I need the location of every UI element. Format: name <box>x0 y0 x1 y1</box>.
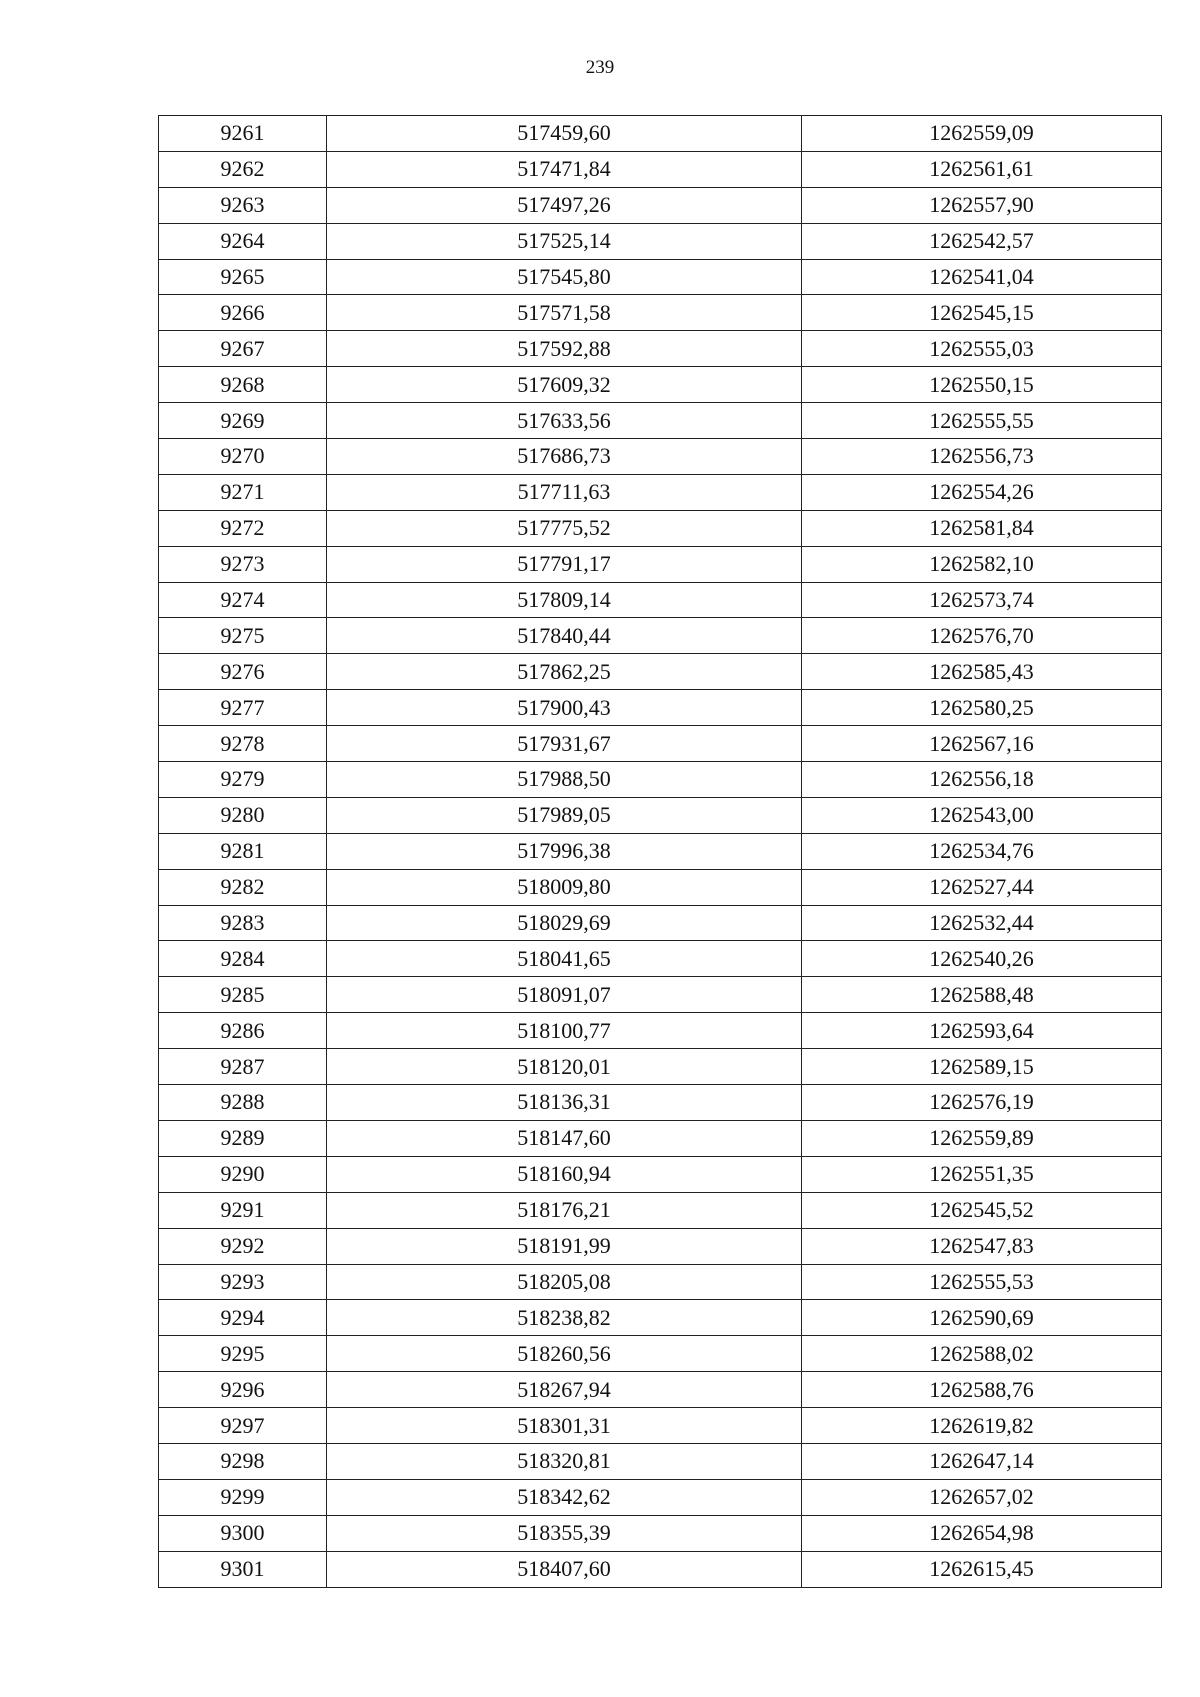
y-coordinate-cell: 1262555,03 <box>802 331 1162 367</box>
x-coordinate-cell: 517459,60 <box>327 116 802 152</box>
y-coordinate-cell: 1262527,44 <box>802 869 1162 905</box>
x-coordinate-cell: 518100,77 <box>327 1013 802 1049</box>
table-row <box>159 331 1162 367</box>
table-row <box>159 690 1162 726</box>
table-row <box>159 1551 1162 1587</box>
y-coordinate-cell: 1262593,64 <box>802 1013 1162 1049</box>
x-coordinate-cell: 517545,80 <box>327 259 802 295</box>
y-coordinate-cell: 1262619,82 <box>802 1408 1162 1444</box>
point-number-cell: 9280 <box>159 797 327 833</box>
x-coordinate-cell: 517809,14 <box>327 582 802 618</box>
y-coordinate-cell: 1262588,48 <box>802 977 1162 1013</box>
y-coordinate-cell: 1262561,61 <box>802 151 1162 187</box>
table-row <box>159 474 1162 510</box>
point-number-cell: 9293 <box>159 1264 327 1300</box>
table-row <box>159 403 1162 439</box>
y-coordinate-cell: 1262547,83 <box>802 1228 1162 1264</box>
table-row <box>159 151 1162 187</box>
y-coordinate-cell: 1262559,89 <box>802 1120 1162 1156</box>
x-coordinate-cell: 517571,58 <box>327 295 802 331</box>
table-row <box>159 1085 1162 1121</box>
table-row <box>159 1156 1162 1192</box>
point-number-cell: 9288 <box>159 1085 327 1121</box>
point-number-cell: 9279 <box>159 762 327 798</box>
y-coordinate-cell: 1262555,55 <box>802 403 1162 439</box>
x-coordinate-cell: 518260,56 <box>327 1336 802 1372</box>
table-row <box>159 582 1162 618</box>
x-coordinate-cell: 518009,80 <box>327 869 802 905</box>
point-number-cell: 9286 <box>159 1013 327 1049</box>
x-coordinate-cell: 517791,17 <box>327 546 802 582</box>
x-coordinate-cell: 517609,32 <box>327 367 802 403</box>
x-coordinate-cell: 518176,21 <box>327 1192 802 1228</box>
point-number-cell: 9296 <box>159 1372 327 1408</box>
y-coordinate-cell: 1262589,15 <box>802 1049 1162 1085</box>
x-coordinate-cell: 517686,73 <box>327 439 802 475</box>
x-coordinate-cell: 517592,88 <box>327 331 802 367</box>
point-number-cell: 9291 <box>159 1192 327 1228</box>
point-number-cell: 9265 <box>159 259 327 295</box>
x-coordinate-cell: 518301,31 <box>327 1408 802 1444</box>
y-coordinate-cell: 1262542,57 <box>802 223 1162 259</box>
y-coordinate-cell: 1262585,43 <box>802 654 1162 690</box>
y-coordinate-cell: 1262555,53 <box>802 1264 1162 1300</box>
x-coordinate-cell: 518029,69 <box>327 905 802 941</box>
table-row <box>159 1264 1162 1300</box>
point-number-cell: 9300 <box>159 1515 327 1551</box>
point-number-cell: 9263 <box>159 187 327 223</box>
x-coordinate-cell: 517840,44 <box>327 618 802 654</box>
point-number-cell: 9271 <box>159 474 327 510</box>
point-number-cell: 9294 <box>159 1300 327 1336</box>
x-coordinate-cell: 518267,94 <box>327 1372 802 1408</box>
point-number-cell: 9277 <box>159 690 327 726</box>
x-coordinate-cell: 518238,82 <box>327 1300 802 1336</box>
y-coordinate-cell: 1262556,73 <box>802 439 1162 475</box>
table-row <box>159 1336 1162 1372</box>
x-coordinate-cell: 517525,14 <box>327 223 802 259</box>
y-coordinate-cell: 1262554,26 <box>802 474 1162 510</box>
x-coordinate-cell: 518041,65 <box>327 941 802 977</box>
x-coordinate-cell: 518355,39 <box>327 1515 802 1551</box>
y-coordinate-cell: 1262654,98 <box>802 1515 1162 1551</box>
y-coordinate-cell: 1262590,69 <box>802 1300 1162 1336</box>
table-row <box>159 1228 1162 1264</box>
y-coordinate-cell: 1262540,26 <box>802 941 1162 977</box>
table-row <box>159 1049 1162 1085</box>
point-number-cell: 9301 <box>159 1551 327 1587</box>
point-number-cell: 9281 <box>159 833 327 869</box>
point-number-cell: 9290 <box>159 1156 327 1192</box>
table-row <box>159 941 1162 977</box>
table-row <box>159 367 1162 403</box>
y-coordinate-cell: 1262576,19 <box>802 1085 1162 1121</box>
y-coordinate-cell: 1262559,09 <box>802 116 1162 152</box>
table-row <box>159 905 1162 941</box>
point-number-cell: 9272 <box>159 510 327 546</box>
point-number-cell: 9284 <box>159 941 327 977</box>
table-row <box>159 1515 1162 1551</box>
point-number-cell: 9285 <box>159 977 327 1013</box>
point-number-cell: 9295 <box>159 1336 327 1372</box>
x-coordinate-cell: 518205,08 <box>327 1264 802 1300</box>
y-coordinate-cell: 1262588,02 <box>802 1336 1162 1372</box>
table-row <box>159 510 1162 546</box>
y-coordinate-cell: 1262657,02 <box>802 1479 1162 1515</box>
y-coordinate-cell: 1262580,25 <box>802 690 1162 726</box>
point-number-cell: 9261 <box>159 116 327 152</box>
x-coordinate-cell: 518120,01 <box>327 1049 802 1085</box>
y-coordinate-cell: 1262532,44 <box>802 905 1162 941</box>
table-row <box>159 833 1162 869</box>
y-coordinate-cell: 1262541,04 <box>802 259 1162 295</box>
point-number-cell: 9287 <box>159 1049 327 1085</box>
table-row <box>159 439 1162 475</box>
table-row <box>159 1013 1162 1049</box>
point-number-cell: 9267 <box>159 331 327 367</box>
x-coordinate-cell: 517633,56 <box>327 403 802 439</box>
y-coordinate-cell: 1262556,18 <box>802 762 1162 798</box>
x-coordinate-cell: 517711,63 <box>327 474 802 510</box>
point-number-cell: 9298 <box>159 1443 327 1479</box>
table-row <box>159 869 1162 905</box>
table-row <box>159 1408 1162 1444</box>
point-number-cell: 9275 <box>159 618 327 654</box>
x-coordinate-cell: 517988,50 <box>327 762 802 798</box>
point-number-cell: 9268 <box>159 367 327 403</box>
table-row <box>159 187 1162 223</box>
table-row <box>159 1120 1162 1156</box>
point-number-cell: 9276 <box>159 654 327 690</box>
point-number-cell: 9292 <box>159 1228 327 1264</box>
table-row <box>159 1443 1162 1479</box>
y-coordinate-cell: 1262550,15 <box>802 367 1162 403</box>
table-row <box>159 977 1162 1013</box>
y-coordinate-cell: 1262573,74 <box>802 582 1162 618</box>
x-coordinate-cell: 517989,05 <box>327 797 802 833</box>
x-coordinate-cell: 518136,31 <box>327 1085 802 1121</box>
point-number-cell: 9266 <box>159 295 327 331</box>
x-coordinate-cell: 518407,60 <box>327 1551 802 1587</box>
coordinates-table-body <box>159 116 1162 1588</box>
table-row <box>159 1192 1162 1228</box>
x-coordinate-cell: 518160,94 <box>327 1156 802 1192</box>
point-number-cell: 9282 <box>159 869 327 905</box>
table-row <box>159 1300 1162 1336</box>
point-number-cell: 9262 <box>159 151 327 187</box>
page-number: 239 <box>585 57 615 78</box>
y-coordinate-cell: 1262576,70 <box>802 618 1162 654</box>
x-coordinate-cell: 518320,81 <box>327 1443 802 1479</box>
point-number-cell: 9270 <box>159 439 327 475</box>
point-number-cell: 9297 <box>159 1408 327 1444</box>
y-coordinate-cell: 1262647,14 <box>802 1443 1162 1479</box>
y-coordinate-cell: 1262551,35 <box>802 1156 1162 1192</box>
y-coordinate-cell: 1262534,76 <box>802 833 1162 869</box>
y-coordinate-cell: 1262545,52 <box>802 1192 1162 1228</box>
x-coordinate-cell: 517775,52 <box>327 510 802 546</box>
x-coordinate-cell: 518342,62 <box>327 1479 802 1515</box>
table-row <box>159 546 1162 582</box>
point-number-cell: 9289 <box>159 1120 327 1156</box>
x-coordinate-cell: 517471,84 <box>327 151 802 187</box>
y-coordinate-cell: 1262588,76 <box>802 1372 1162 1408</box>
coordinates-table <box>158 115 1162 1588</box>
x-coordinate-cell: 518191,99 <box>327 1228 802 1264</box>
point-number-cell: 9283 <box>159 905 327 941</box>
x-coordinate-cell: 517996,38 <box>327 833 802 869</box>
table-row <box>159 223 1162 259</box>
x-coordinate-cell: 517900,43 <box>327 690 802 726</box>
y-coordinate-cell: 1262581,84 <box>802 510 1162 546</box>
y-coordinate-cell: 1262582,10 <box>802 546 1162 582</box>
table-row <box>159 259 1162 295</box>
point-number-cell: 9274 <box>159 582 327 618</box>
x-coordinate-cell: 517931,67 <box>327 726 802 762</box>
table-row <box>159 1372 1162 1408</box>
table-row <box>159 618 1162 654</box>
table-row <box>159 762 1162 798</box>
table-row <box>159 797 1162 833</box>
x-coordinate-cell: 518147,60 <box>327 1120 802 1156</box>
y-coordinate-cell: 1262615,45 <box>802 1551 1162 1587</box>
y-coordinate-cell: 1262543,00 <box>802 797 1162 833</box>
point-number-cell: 9278 <box>159 726 327 762</box>
table-row <box>159 654 1162 690</box>
table-row <box>159 1479 1162 1515</box>
y-coordinate-cell: 1262545,15 <box>802 295 1162 331</box>
x-coordinate-cell: 517862,25 <box>327 654 802 690</box>
table-row <box>159 116 1162 152</box>
y-coordinate-cell: 1262557,90 <box>802 187 1162 223</box>
point-number-cell: 9264 <box>159 223 327 259</box>
point-number-cell: 9299 <box>159 1479 327 1515</box>
table-row <box>159 726 1162 762</box>
x-coordinate-cell: 518091,07 <box>327 977 802 1013</box>
x-coordinate-cell: 517497,26 <box>327 187 802 223</box>
point-number-cell: 9273 <box>159 546 327 582</box>
y-coordinate-cell: 1262567,16 <box>802 726 1162 762</box>
point-number-cell: 9269 <box>159 403 327 439</box>
table-row <box>159 295 1162 331</box>
